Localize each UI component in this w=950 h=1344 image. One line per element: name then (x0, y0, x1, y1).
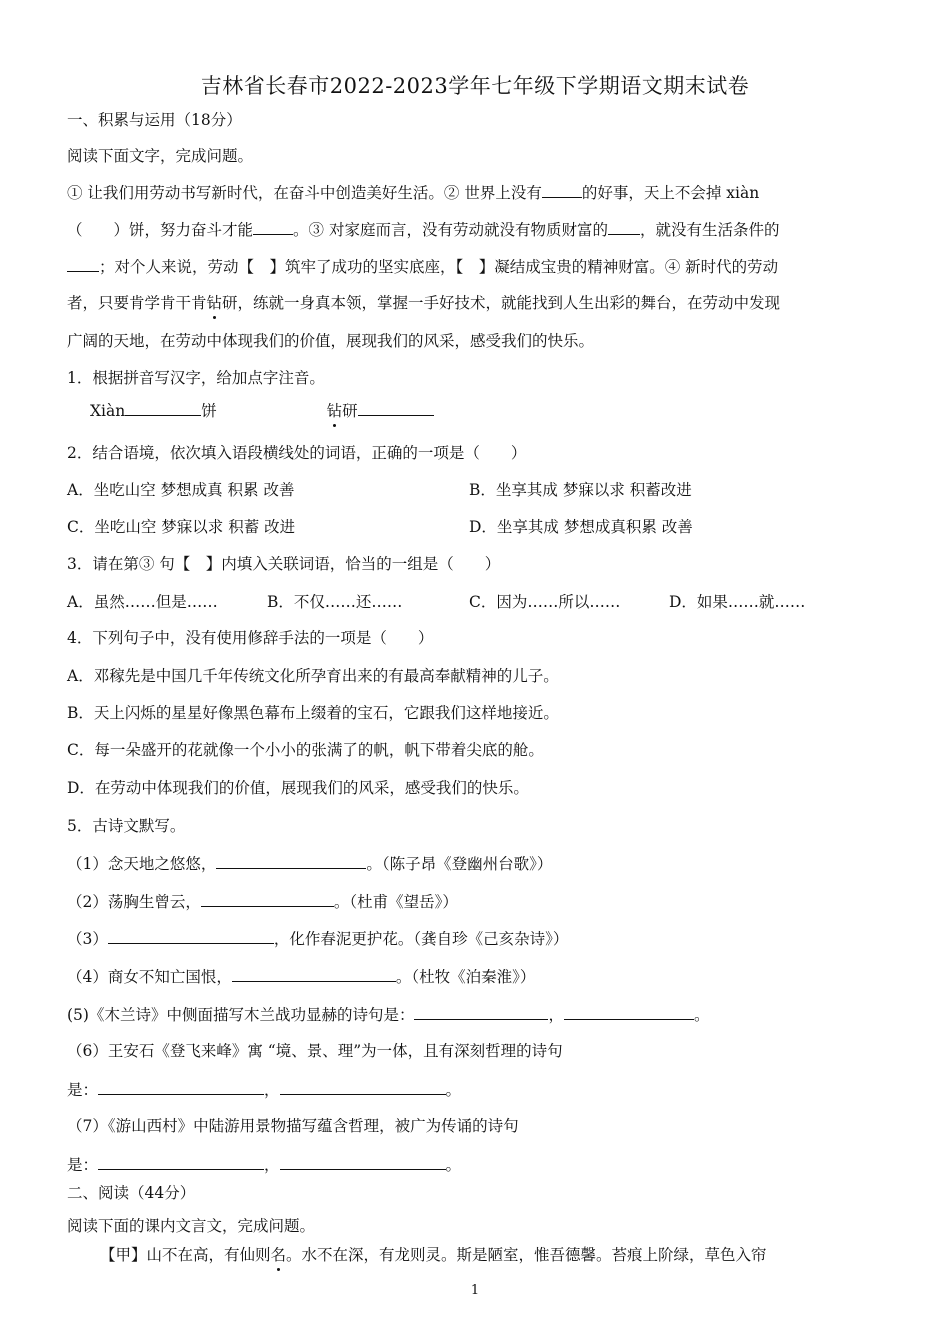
option-c[interactable]: C．每一朵盛开的花就像一个小小的张满了的帆，帆下带着尖底的舱。 (67, 741, 544, 759)
recitation-item-7: （7）《游山西村》中陆游用景物描写蕴含哲理，被广为传诵的诗句 (67, 1117, 519, 1135)
answer-blank[interactable] (542, 182, 582, 198)
dotted-char: 钻 (206, 294, 223, 312)
recitation-item-7-answer (67, 1154, 890, 1175)
recitation-item-2 (67, 891, 890, 912)
prompt-text: （3） (67, 930, 108, 948)
passage-text: ；对个人来说，劳动【 】筑牢了成功的坚实底座，【 】凝结成宝贵的精神财富。④ 新时代的劳动 (99, 258, 779, 276)
option-d[interactable]: D．坐享其成 梦想成真积累 改善 (469, 518, 693, 536)
recitation-item-4 (67, 966, 890, 987)
recitation-item-1 (67, 853, 890, 874)
answer-blank[interactable] (253, 219, 293, 235)
question-4-stem: 4．下列句子中，没有使用修辞手法的一项是（ ） (67, 629, 434, 647)
answer-blank[interactable] (67, 256, 99, 272)
recitation-item-3 (67, 928, 890, 949)
answer-blank[interactable] (280, 1079, 446, 1095)
answer-blank[interactable] (108, 928, 274, 944)
prompt-text: （2）荡胸生曾云， (67, 893, 201, 911)
section-heading-2: 二、阅读（44分） (67, 1184, 196, 1202)
section-instruction-1: 阅读下面文字，完成问题。 (67, 147, 254, 165)
answer-blank[interactable] (232, 966, 396, 982)
passage-text: ，就没有生活条件的 (639, 221, 780, 239)
classical-text-jia (100, 1245, 890, 1265)
separator: ， (548, 1006, 564, 1024)
option-b[interactable]: B．坐享其成 梦寐以求 积蓄改进 (469, 481, 692, 499)
question-1-answers (90, 400, 890, 421)
option-c[interactable]: C．坐吃山空 梦寐以求 积蓄 改进 (67, 518, 296, 536)
option-a[interactable]: A．邓稼先是中国几千年传统文化所孕育出来的有最高奉献精神的儿子。 (67, 667, 559, 685)
recitation-item-5 (67, 1004, 890, 1025)
prompt-text: (5)《木兰诗》中侧面描写木兰战功显赫的诗句是： (67, 1006, 415, 1024)
option-d[interactable]: D．在劳动中体现我们的价值，展现我们的风采，感受我们的快乐。 (67, 779, 529, 797)
source-text: 。（杜牧《泊秦淮》） (395, 968, 536, 986)
passage-text: 的好事，天上不会掉 xiàn (581, 184, 760, 202)
separator: ， (264, 1156, 280, 1174)
passage-text: 研，练就一身真本领，掌握一手好技术，就能找到人生出彩的舞台，在劳动中发现 (222, 294, 781, 312)
option-b[interactable]: B．天上闪烁的星星好像黑色幕布上缀着的宝石，它跟我们这样地接近。 (67, 704, 559, 722)
recitation-item-6-answer (67, 1079, 890, 1100)
answer-blank[interactable] (125, 400, 201, 416)
dotted-char: 钻 (326, 402, 343, 420)
passage-text: （ ）饼，努力奋斗才能 (67, 221, 254, 239)
end-mark: 。 (445, 1156, 462, 1174)
question-1-stem: 1．根据拼音写汉字，给加点字注音。 (67, 369, 325, 387)
separator: ， (264, 1081, 280, 1099)
answer-blank[interactable] (98, 1154, 264, 1170)
answer-blank[interactable] (358, 400, 434, 416)
question-2-row-1 (67, 480, 890, 500)
source-text: 。（陈子昂《登幽州台歌》） (366, 855, 553, 873)
section-instruction-2: 阅读下面的课内文言文，完成问题。 (67, 1217, 316, 1235)
recitation-item-6: （6）王安石《登飞来峰》寓 “境、景、理”为一体，且有深刻哲理的诗句 (67, 1042, 563, 1060)
option-c[interactable]: C．因为……所以…… (469, 593, 621, 611)
question-3-options (67, 592, 890, 612)
answer-blank[interactable] (608, 219, 640, 235)
passage-line-3 (67, 256, 890, 277)
passage-line-5: 广阔的天地，在劳动中体现我们的价值，展现我们的风采，感受我们的快乐。 (67, 332, 595, 350)
end-mark: 。 (693, 1006, 710, 1024)
prompt-text: （1）念天地之悠悠， (67, 855, 217, 873)
option-d[interactable]: D．如果……就…… (669, 593, 806, 611)
section-heading-1: 一、积累与运用（18分） (67, 111, 242, 129)
question-5-stem: 5．古诗文默写。 (67, 817, 186, 835)
answer-blank[interactable] (201, 891, 334, 907)
answer-blank[interactable] (216, 853, 366, 869)
pinyin-label: Xiàn (90, 402, 126, 420)
answer-blank[interactable] (98, 1079, 264, 1095)
passage-line-2 (67, 219, 890, 240)
answer-blank[interactable] (414, 1004, 548, 1020)
prompt-text: 是： (67, 1081, 99, 1099)
passage-line-4 (67, 293, 890, 313)
answer-blank[interactable] (280, 1154, 446, 1170)
passage-line-1 (67, 182, 890, 203)
option-a[interactable]: A．坐吃山空 梦想成真 积累 改善 (67, 481, 295, 499)
source-text: ，化作春泥更护花。（龚自珍《己亥杂诗》） (273, 930, 569, 948)
answer-blank[interactable] (564, 1004, 694, 1020)
passage-text: ① 让我们用劳动书写新时代，在奋斗中创造美好生活。② 世界上没有 (67, 184, 542, 202)
prompt-text: （4）商女不知亡国恨， (67, 968, 232, 986)
question-2-row-2 (67, 517, 890, 537)
dotted-char: 名 (270, 1246, 287, 1264)
page-number: 1 (470, 1283, 480, 1298)
prompt-text: 是： (67, 1156, 99, 1174)
passage-text: 者，只要肯学肯干肯 (67, 294, 207, 312)
word-suffix: 饼 (201, 402, 217, 420)
passage-text: 。③ 对家庭而言，没有劳动就没有物质财富的 (293, 221, 608, 239)
word-rest: 研 (342, 402, 358, 420)
source-text: 。（杜甫《望岳》） (333, 893, 458, 911)
option-a[interactable]: A．虽然……但是…… (67, 593, 218, 611)
page-title: 吉林省长春市2022-2023学年七年级下学期语文期末试卷 (200, 74, 750, 98)
question-2-stem: 2．结合语境，依次填入语段横线处的词语，正确的一项是（ ） (67, 444, 527, 462)
classical-text: 。水不在深，有龙则灵。斯是陋室，惟吾德馨。苔痕上阶绿，草色入帘 (286, 1246, 767, 1264)
end-mark: 。 (445, 1081, 462, 1099)
question-3-stem: 3．请在第③ 句【 】内填入关联词语，恰当的一组是（ ） (67, 555, 501, 573)
classical-text: 【甲】山不在高，有仙则 (100, 1246, 271, 1264)
option-b[interactable]: B．不仅……还…… (267, 593, 403, 611)
